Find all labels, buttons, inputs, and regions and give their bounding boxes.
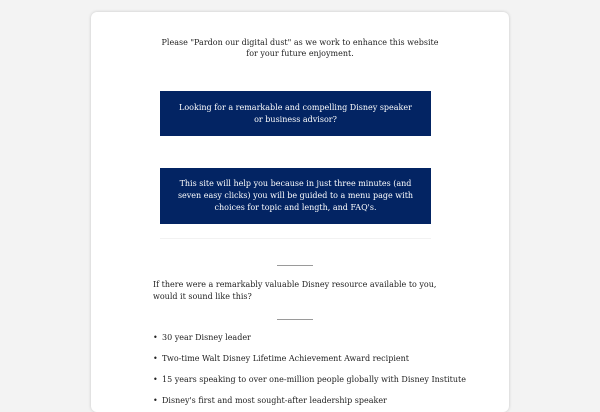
section-separator [160, 238, 431, 239]
list-item-text: Disney's first and most sought-after leadership speaker [162, 396, 387, 405]
list-item-text: 30 year Disney leader [162, 333, 251, 342]
list-item-text: Two-time Walt Disney Lifetime Achievement Award recipient [162, 354, 409, 363]
guided-menu-text: This site will help you because in just three minutes (and seven easy clicks) you will be guided to a menu page with choices for topic and length, and FAQ's. [177, 179, 414, 212]
bullet-icon: • [153, 333, 158, 342]
credentials-list [153, 332, 483, 412]
list-item-text: 15 years speaking to over one-million people globally with Disney Institute [162, 375, 466, 384]
list-item [153, 332, 483, 353]
bullet-icon: • [153, 375, 158, 384]
question-text: If there were a remarkably valuable Disney resource available to you, would it sound like this? [153, 280, 437, 301]
divider-bottom [277, 319, 313, 320]
bullet-icon: • [153, 354, 158, 363]
site-notice [91, 37, 509, 59]
bullet-icon: • [153, 396, 158, 405]
list-item [153, 353, 483, 374]
site-notice-text: Please "Pardon our digital dust" as we work to enhance this website for your future enjoyment. [161, 38, 439, 58]
divider-top [277, 265, 313, 266]
guided-menu-button[interactable] [160, 168, 431, 224]
speaker-advisor-button[interactable] [160, 91, 431, 136]
list-item [153, 374, 483, 395]
speaker-advisor-text: Looking for a remarkable and compelling Disney speaker or business advisor? [179, 102, 412, 124]
list-item [153, 395, 483, 412]
content-card [91, 12, 509, 412]
